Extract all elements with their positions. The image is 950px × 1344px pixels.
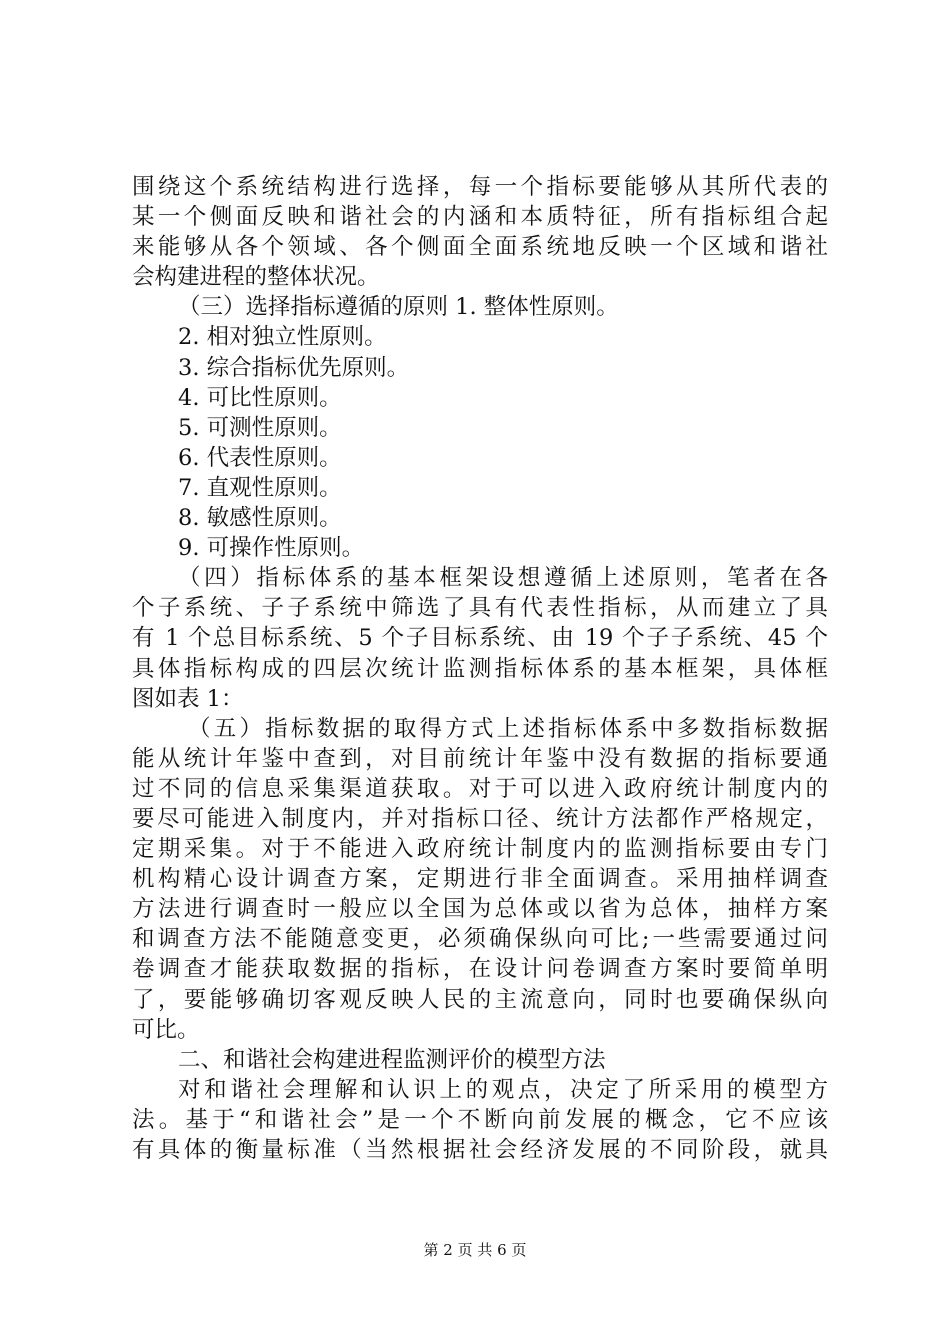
paragraph-line: 机构精心设计调查方案，定期进行非全面调查。采用抽样调查	[132, 866, 828, 893]
principle-item: 6. 代表性原则。	[178, 444, 342, 471]
document-body	[132, 172, 828, 1165]
paragraph-line: 要尽可能进入制度内，并对指标口径、统计方法都作严格规定，	[132, 805, 828, 832]
chapter-heading: 二、和谐社会构建进程监测评价的模型方法	[178, 1046, 606, 1073]
paragraph-line: 对和谐社会理解和认识上的观点，决定了所采用的模型方	[178, 1076, 828, 1103]
paragraph-line: 卷调查才能获取数据的指标，在设计问卷调查方案时要简单明	[132, 956, 828, 983]
paragraph-line: 法。基于“和谐社会”是一个不断向前发展的概念，它不应该	[132, 1106, 828, 1133]
paragraph-line: 了，要能够确切客观反映人民的主流意向，同时也要确保纵向	[132, 986, 828, 1013]
page-footer	[0, 1240, 950, 1260]
paragraph-line: 有 1 个总目标系统、5 个子目标系统、由 19 个子子系统、45 个	[132, 625, 828, 652]
page-number-label: 第 2 页 共 6 页	[423, 1241, 527, 1259]
paragraph-line: 和调查方法不能随意变更，必须确保纵向可比;一些需要通过问	[132, 926, 828, 953]
principle-item: 7. 直观性原则。	[178, 474, 342, 501]
principle-item: 5. 可测性原则。	[178, 414, 342, 441]
paragraph-line: 会构建进程的整体状况。	[132, 264, 380, 291]
principle-item: 9. 可操作性原则。	[178, 535, 365, 562]
principle-item: 4. 可比性原则。	[178, 384, 342, 411]
paragraph-line: 具体指标构成的四层次统计监测指标体系的基本框架，具体框	[132, 655, 828, 682]
principle-item: 8. 敏感性原则。	[178, 505, 342, 532]
paragraph-line: 某一个侧面反映和谐社会的内涵和本质特征，所有指标组合起	[132, 204, 828, 231]
paragraph-line: 过不同的信息采集渠道获取。对于可以进入政府统计制度内的	[132, 775, 828, 802]
paragraph-line: 定期采集。对于不能进入政府统计制度内的监测指标要由专门	[132, 836, 828, 863]
section-heading-line: （三）选择指标遵循的原则 1. 整体性原则。	[178, 294, 619, 321]
section-heading-line: （四）指标体系的基本框架设想遵循上述原则，笔者在各	[178, 565, 828, 592]
paragraph-line: 方法进行调查时一般应以全国为总体或以省为总体，抽样方案	[132, 896, 828, 923]
section-heading-line: （五）指标数据的取得方式上述指标体系中多数指标数据	[188, 715, 828, 742]
principle-item: 3. 综合指标优先原则。	[178, 354, 410, 381]
paragraph-line: 能从统计年鉴中查到，对目前统计年鉴中没有数据的指标要通	[132, 745, 828, 772]
paragraph-line: 个子系统、子子系统中筛选了具有代表性指标，从而建立了具	[132, 595, 828, 622]
paragraph-line: 图如表 1：	[132, 685, 244, 712]
paragraph-line: 围绕这个系统结构进行选择，每一个指标要能够从其所代表的	[132, 174, 828, 200]
paragraph-line: 有具体的衡量标准（当然根据社会经济发展的不同阶段，就具	[132, 1137, 828, 1163]
principle-item: 2. 相对独立性原则。	[178, 324, 387, 351]
paragraph-line: 来能够从各个领域、各个侧面全面系统地反映一个区域和谐社	[132, 234, 828, 261]
paragraph-line: 可比。	[132, 1016, 200, 1043]
